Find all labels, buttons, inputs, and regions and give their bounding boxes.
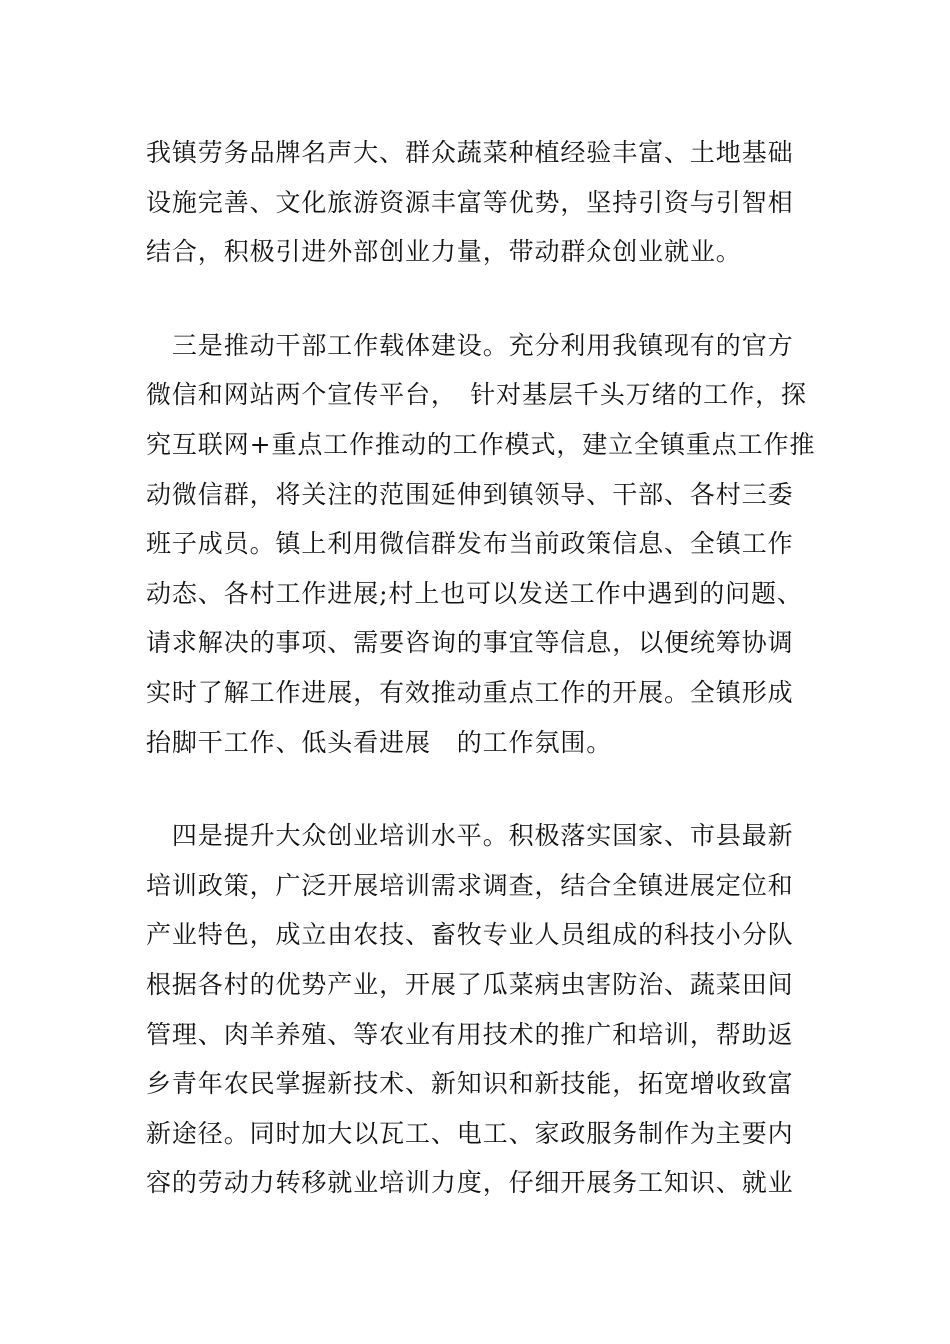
text-line: 我镇劳务品牌名声大、群众蔬菜种植经验丰富、土地基础 <box>146 138 794 167</box>
text-line: 设施完善、文化旅游资源丰富等优势，坚持引资与引智相 <box>146 187 794 217</box>
text-line: 结合，积极引进外部创业力量，带动群众创业就业。 <box>146 237 742 267</box>
text-line: 实时了解工作进展，有效推动重点工作的开展。全镇形成 <box>146 677 794 707</box>
paragraph-2 <box>146 321 816 767</box>
text-line: 班子成员。镇上利用微信群发布当前政策信息、全镇工作 <box>146 529 794 559</box>
paragraph-3 <box>146 811 806 1208</box>
text-line: 产业特色，成立由农技、畜牧专业人员组成的科技小分队 <box>146 920 794 950</box>
text-line: 抬脚干工作、低头看进展 的工作氛围。 <box>146 727 613 757</box>
text-line: 动微信群，将关注的范围延伸到镇领导、干部、各村三委 <box>146 479 794 509</box>
text-line: 容的劳动力转移就业培训力度，仔细开展务工知识、就业 <box>146 1168 794 1198</box>
text-line: 究互联网+重点工作推动的工作模式，建立全镇重点工作推 <box>146 429 816 459</box>
text-line: 新途径。同时加大以瓦工、电工、家政服务制作为主要内 <box>146 1118 794 1148</box>
text-line: 微信和网站两个宣传平台， 针对基层千头万绪的工作，探 <box>146 380 807 410</box>
paragraph-1 <box>146 128 806 277</box>
text-line: 乡青年农民掌握新技术、新知识和新技能，拓宽增收致富 <box>146 1069 794 1099</box>
text-line: 培训政策，广泛开展培训需求调查，结合全镇进展定位和 <box>146 870 794 900</box>
text-line: 根据各村的优势产业，开展了瓜菜病虫害防治、蔬菜田间 <box>146 969 794 999</box>
text-line: 请求解决的事项、需要咨询的事宜等信息，以便统筹协调 <box>146 628 794 658</box>
text-line: 四是提升大众创业培训水平。积极落实国家、市县最新 <box>146 821 794 851</box>
text-line: 管理、肉羊养殖、等农业有用技术的推广和培训，帮助返 <box>146 1019 794 1049</box>
document-body <box>146 128 816 1208</box>
text-line: 三是推动干部工作载体建设。充分利用我镇现有的官方 <box>146 330 794 360</box>
text-line: 动态、各村工作进展;村上也可以发送工作中遇到的问题、 <box>146 578 803 608</box>
